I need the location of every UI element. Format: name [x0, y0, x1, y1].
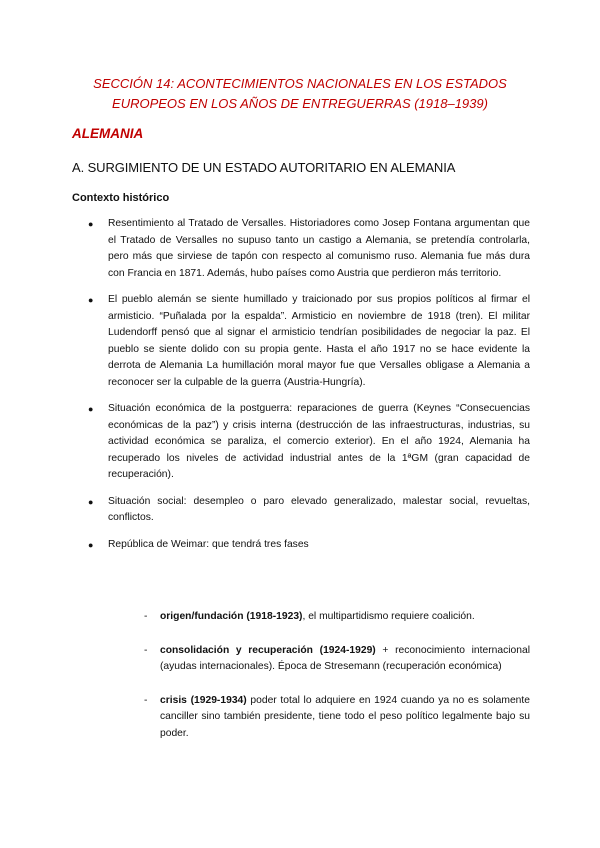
phase-text: , el multipartidismo requiere coalición.	[302, 611, 475, 622]
subsection-heading: A. SURGIMIENTO DE UN ESTADO AUTORITARIO EN ALEMANIA	[72, 160, 456, 175]
country-heading: ALEMANIA	[72, 126, 144, 141]
phase-consolidacion	[144, 643, 530, 676]
phase-label: crisis (1929-1934)	[160, 694, 247, 706]
phase-crisis	[144, 693, 530, 743]
title-line-2: EUROPEOS EN LOS AÑOS DE ENTREGUERRAS (1918–1939)	[112, 96, 488, 111]
bullet-weimar: ● República de Weimar: que tendrá tres fases	[88, 537, 530, 554]
phase-text: + reconocimiento internacional (ayudas internacionales). Época de Stresemann (recuperación económica)	[160, 644, 530, 672]
bullet-humillacion: ● El pueblo alemán se siente humillado y traicionado por sus propios políticos al firmar el armisticio. “Puñalada por la espalda”. Armisticio en noviembre de 1918 (tren). El militar Ludendorff pensó que al signar el armisticio tendrían posibilidades de negociar la paz. El pueblo se siente dolido con su propia gente. Hasta el año 1917 no se hace evidente la derrota de Alemania La humillación moral mayor fue que Versalles obligase a Alemania a reconocer ser la culpable de la guerra (Austria-Hungría).	[88, 292, 530, 391]
bullet-economia: ● Situación económica de la postguerra: reparaciones de guerra (Keynes “Consecuencias económicas de la paz”) y crisis interna (destrucción de las infraestructuras, industrias, su actividad económica se paraliza, el comercio exterior). En el año 1924, Alemania ha recuperado los niveles de actividad industrial antes de la 1ªGM (gran capacidad de recuperación).	[88, 401, 530, 484]
bullet-versalles: ● Resentimiento al Tratado de Versalles. Historiadores como Josep Fontana argumentan que el Tratado de Versalles no supuso tanto un castigo a Alemania, se pretendía controlarla, pero más que sirviese de tapón con respecto al comunismo ruso. Alemania fue más dura con Francia en 1871. Además, hubo países como Austria que perdieron más territorio.	[88, 216, 530, 282]
phase-label: origen/fundación (1918-1923)	[160, 611, 303, 622]
phase-label: consolidación y recuperación (1924-1929)	[160, 644, 376, 656]
phase-text: poder total lo adquiere en 1924 cuando ya no es solamente canciller sino también presidente, tiene todo el peso político legalmente bajo su poder.	[160, 694, 530, 739]
phase-origen	[144, 609, 530, 626]
title-line-1: SECCIÓN 14: ACONTECIMIENTOS NACIONALES EN LOS ESTADOS	[93, 76, 507, 91]
bullet-social: ● Situación social: desempleo o paro elevado generalizado, malestar social, revueltas, conflictos.	[88, 494, 530, 527]
context-bullet-list	[88, 216, 530, 563]
context-heading: Contexto histórico	[72, 192, 170, 204]
section-title	[60, 74, 540, 114]
weimar-phases-list	[144, 609, 530, 759]
